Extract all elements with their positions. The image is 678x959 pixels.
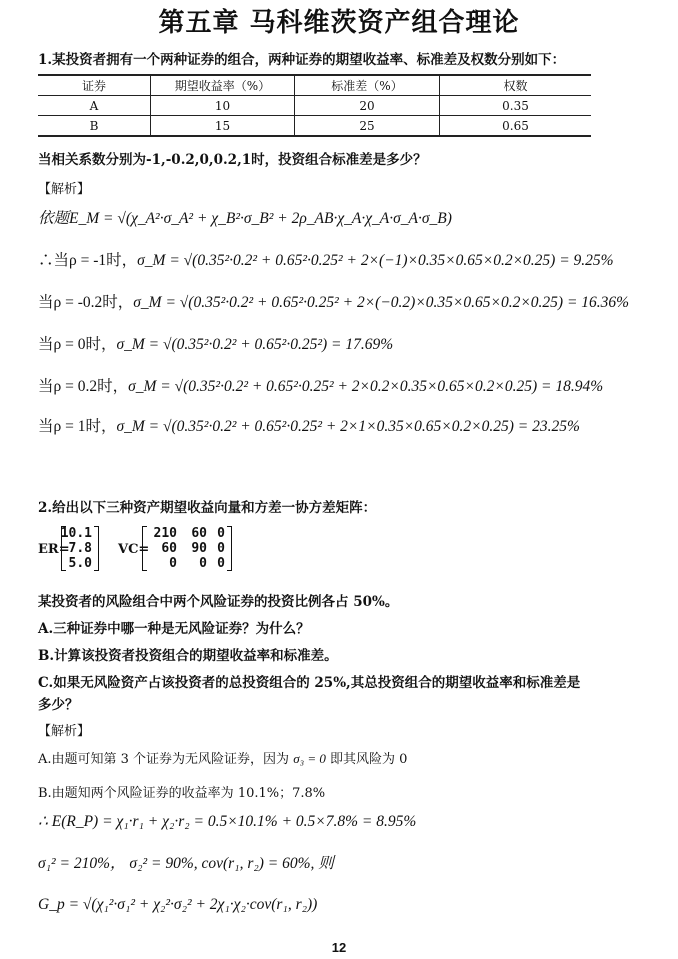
q1-base-formula: 依题E_M = √(χ_A²·σ_A² + χ_B²·σ_B² + 2ρ_AB·χ_A·χ_A·σ_A·σ_B) — [38, 210, 452, 227]
answer-a-math: σ₃ = 0 — [293, 751, 326, 766]
securities-table — [38, 74, 591, 137]
case-prefix: ∴当ρ = -1时， — [38, 252, 138, 269]
right-bracket — [94, 526, 99, 571]
er-label: ER= — [38, 542, 70, 557]
q1-question: 当相关系数分别为-1,-0.2,0,0.2,1时，投资组合标准差是多少？ — [38, 152, 427, 168]
matrix-row — [142, 541, 232, 556]
left-bracket — [142, 526, 147, 571]
answer-a-tail: 即其风险为 0 — [330, 752, 408, 767]
table-cell: B — [38, 116, 151, 137]
table-cell: 20 — [295, 96, 440, 116]
table-cell: A — [38, 96, 151, 116]
q1-case-4 — [38, 374, 603, 396]
q2-variance-eq: σ₁² = 210%， σ₂² = 90%, cov(r₁, r₂) = 60%, 则 — [38, 855, 334, 872]
case-expr: σ_M = √(0.35²·0.2² + 0.65²·0.25² + 2×0.2×0.35×0.65×0.2×0.25) = 18.94% — [128, 378, 604, 395]
table-cell: 15 — [151, 116, 295, 137]
answer-a-text: A.由题可知第 3 个证券为无风险证券，因为 — [38, 752, 290, 767]
q2-part-c-line1: C.如果无风险资产占该投资者的总投资组合的 25%,其总投资组合的期望收益率和标准差是 — [38, 675, 581, 691]
q2-intro: 2.给出以下三种资产期望收益向量和方差一协方差矩阵： — [38, 500, 377, 516]
left-bracket — [61, 526, 66, 571]
q1-case-1 — [38, 248, 614, 270]
q1-case-3 — [38, 332, 393, 354]
matrix-cell: 60 — [191, 526, 207, 541]
matrix-row — [142, 526, 232, 541]
case-expr: σ_M = √(0.35²·0.2² + 0.65²·0.25² + 2×1×0.35×0.65×0.2×0.25) = 23.25% — [116, 418, 580, 435]
table-header-cell: 证券 — [38, 75, 151, 96]
case-expr: σ_M = √(0.35²·0.2² + 0.65²·0.25² + 2×(−1)×0.35×0.65×0.2×0.25) = 9.25% — [137, 252, 614, 269]
page-title: 第五章 马科维茨资产组合理论 — [158, 8, 520, 38]
matrix-cell: 210 — [153, 526, 177, 541]
matrix-cell: 0 — [217, 541, 225, 556]
matrix-cell: 60 — [161, 541, 177, 556]
case-expr: σ_M = √(0.35²·0.2² + 0.65²·0.25²) = 17.69% — [116, 336, 394, 353]
q2-stem: 某投资者的风险组合中两个风险证券的投资比例各占 50%。 — [38, 594, 399, 610]
matrix-cell: 10.1 — [60, 526, 92, 541]
matrix-row — [142, 556, 232, 571]
q2-portfolio-sd-eq: G_p = √(χ₁²·σ₁² + χ₂²·σ₂² + 2χ₁·χ₂·cov(r₁, r₂)) — [38, 896, 318, 913]
q1-analysis-label: 【解析】 — [38, 182, 91, 197]
table-header-row — [38, 75, 591, 96]
q1-case-5 — [38, 414, 580, 436]
matrix-cell: 0 — [217, 526, 225, 541]
page-number: 12 — [331, 940, 347, 955]
vc-matrix — [142, 526, 232, 571]
q2-answer-a — [38, 748, 407, 767]
q2-answer-b: B.由题知两个风险证券的收益率为 10.1%；7.8% — [38, 786, 326, 801]
matrix-cell: 0 — [217, 556, 225, 571]
q2-part-b: B.计算该投资者投资组合的期望收益率和标准差。 — [38, 648, 338, 664]
er-vector — [61, 526, 99, 571]
q1-intro: 1.某投资者拥有一个两种证券的组合，两种证券的期望收益率、标准差及权数分别如下： — [38, 52, 566, 68]
right-bracket — [227, 526, 232, 571]
matrix-cell: 5.0 — [68, 556, 92, 571]
table-header-cell: 权数 — [440, 75, 592, 96]
q2-analysis-label: 【解析】 — [38, 724, 91, 739]
table-cell: 25 — [295, 116, 440, 137]
case-prefix: 当ρ = 1时， — [38, 418, 117, 435]
q2-expected-return-eq: ∴ E(R_P) = χ₁·r₁ + χ₂·r₂ = 0.5×10.1% + 0.5×7.8% = 8.95% — [38, 813, 417, 830]
q2-part-a: A.三种证券中哪一种是无风险证券？为什么？ — [38, 621, 310, 637]
case-prefix: 当ρ = -0.2时， — [38, 294, 134, 311]
matrix-cell: 90 — [191, 541, 207, 556]
table-row — [38, 116, 591, 137]
matrix-cell: 0 — [169, 556, 177, 571]
vc-label: VC= — [118, 542, 150, 557]
table-cell: 10 — [151, 96, 295, 116]
case-prefix: 当ρ = 0.2时， — [38, 378, 129, 395]
matrix-cell: 7.8 — [68, 541, 92, 556]
case-expr: σ_M = √(0.35²·0.2² + 0.65²·0.25² + 2×(−0.2)×0.35×0.65×0.2×0.25) = 16.36% — [133, 294, 630, 311]
table-cell: 0.65 — [440, 116, 592, 137]
matrix-cell: 0 — [199, 556, 207, 571]
q2-part-c-line2: 多少？ — [38, 697, 79, 713]
table-header-cell: 期望收益率（%） — [151, 75, 295, 96]
table-header-cell: 标准差（%） — [295, 75, 440, 96]
table-row — [38, 96, 591, 116]
table-cell: 0.35 — [440, 96, 592, 116]
case-prefix: 当ρ = 0时， — [38, 336, 117, 353]
q1-case-2 — [38, 290, 629, 312]
